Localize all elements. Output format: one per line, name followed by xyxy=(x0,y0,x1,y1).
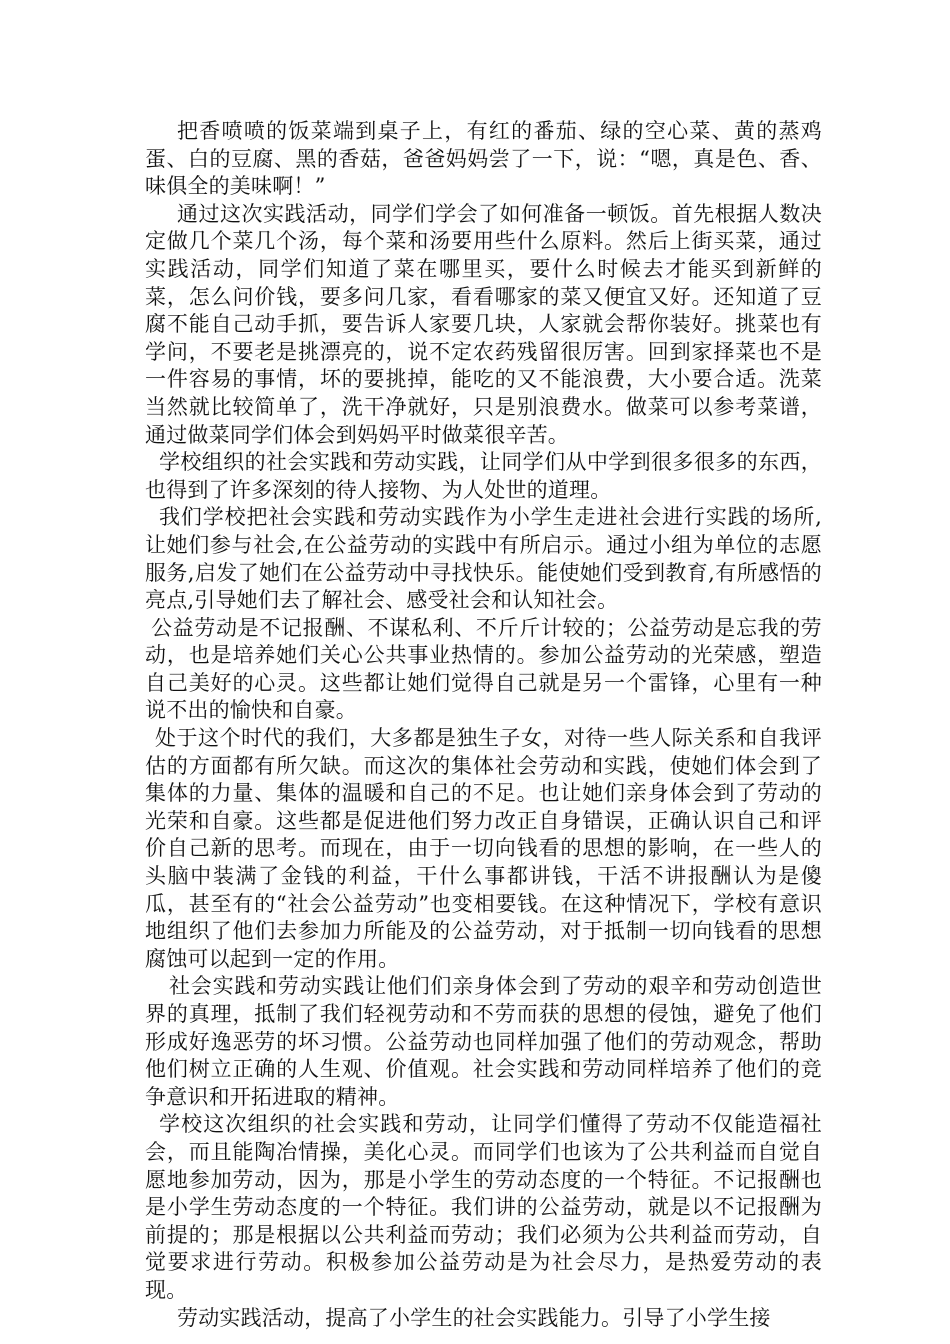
paragraph: 公益劳动是不记报酬、不谋私利、不斤斤计较的；公益劳动是忘我的劳动，也是培养她们关心公共事业热情的。参加公益劳动的光荣感，塑造自己美好的心灵。这些都让她们觉得自己就是另一个雷锋，心里有一种说不出的愉快和自豪。 xyxy=(145,615,822,723)
paragraph: 社会实践和劳动实践让他们们亲身体会到了劳动的艰辛和劳动创造世界的真理，抵制了我们轻视劳动和不劳而获的思想的侵蚀，避免了他们形成好逸恶劳的坏习惯。公益劳动也同样加强了他们的劳动观念，帮助他们树立正确的人生观、价值观。社会实践和劳动同样培养了他们的竞争意识和开拓进取的精神。 xyxy=(145,974,822,1109)
paragraph: 学校组织的社会实践和劳动实践，让同学们从中学到很多很多的东西，也得到了许多深刻的待人接物、为人处世的道理。 xyxy=(145,450,822,502)
paragraph: 处于这个时代的我们，大多都是独生子女，对待一些人际关系和自我评估的方面都有所欠缺。而这次的集体社会劳动和实践，使她们体会到了集体的力量、集体的温暖和自己的不足。也让她们亲身体会到了劳动的光荣和自豪。这些都是促进他们努力改正自身错误，正确认识自己和评价自己新的思考。而现在，由于一切向钱看的思想的影响，在一些人的头脑中装满了金钱的利益，干什么事都讲钱，干活不讲报酬认为是傻瓜，甚至有的“社会公益劳动”也变相要钱。在这种情况下，学校有意识地组织了他们去参加力所能及的公益劳动，对于抵制一切向钱看的思想腐蚀可以起到一定的作用。 xyxy=(145,726,822,971)
paragraph: 我们学校把社会实践和劳动实践作为小学生走进社会进行实践的场所,让她们参与社会,在公益劳动的实践中有所启示。通过小组为单位的志愿服务,启发了她们在公益劳动中寻找快乐。能使她们受到教育,有所感悟的亮点,引导她们去了解社会、感受社会和认知社会。 xyxy=(145,505,822,613)
document-body xyxy=(145,118,822,1332)
paragraph: 把香喷喷的饭菜端到桌子上，有红的番茄、绿的空心菜、黄的蒸鸡蛋、白的豆腐、黑的香菇，爸爸妈妈尝了一下，说：“嗯，真是色、香、味俱全的美味啊！” xyxy=(145,119,822,199)
paragraph: 学校这次组织的社会实践和劳动，让同学们懂得了劳动不仅能造福社会，而且能陶冶情操，美化心灵。而同学们也该为了公共利益而自觉自愿地参加劳动，因为，那是小学生的劳动态度的一个特征。不记报酬也是小学生劳动态度的一个特征。我们讲的公益劳动，就是以不记报酬为前提的；那是根据以公共利益而劳动；我们必须为公共利益而劳动，自觉要求进行劳动。积极参加公益劳动是为社会尽力，是热爱劳动的表现。 xyxy=(145,1112,822,1302)
paragraph: 劳动实践活动，提高了小学生的社会实践能力。引导了小学生接 xyxy=(177,1305,771,1330)
paragraph: 通过这次实践活动，同学们学会了如何准备一顿饭。首先根据人数决定做几个菜几个汤，每个菜和汤要用些什么原料。然后上街买菜，通过实践活动，同学们知道了菜在哪里买，要什么时候去才能买到新鲜的菜，怎么问价钱，要多问几家，看看哪家的菜又便宜又好。还知道了豆腐不能自己动手抓，要告诉人家要几块，人家就会帮你装好。挑菜也有学问，不要老是挑漂亮的，说不定农药残留很厉害。回到家择菜也不是一件容易的事情，坏的要挑掉，能吃的又不能浪费，大小要合适。洗菜当然就比较简单了，洗干净就好，只是别浪费水。做菜可以参考菜谱，通过做菜同学们体会到妈妈平时做菜很辛苦。 xyxy=(145,201,822,447)
